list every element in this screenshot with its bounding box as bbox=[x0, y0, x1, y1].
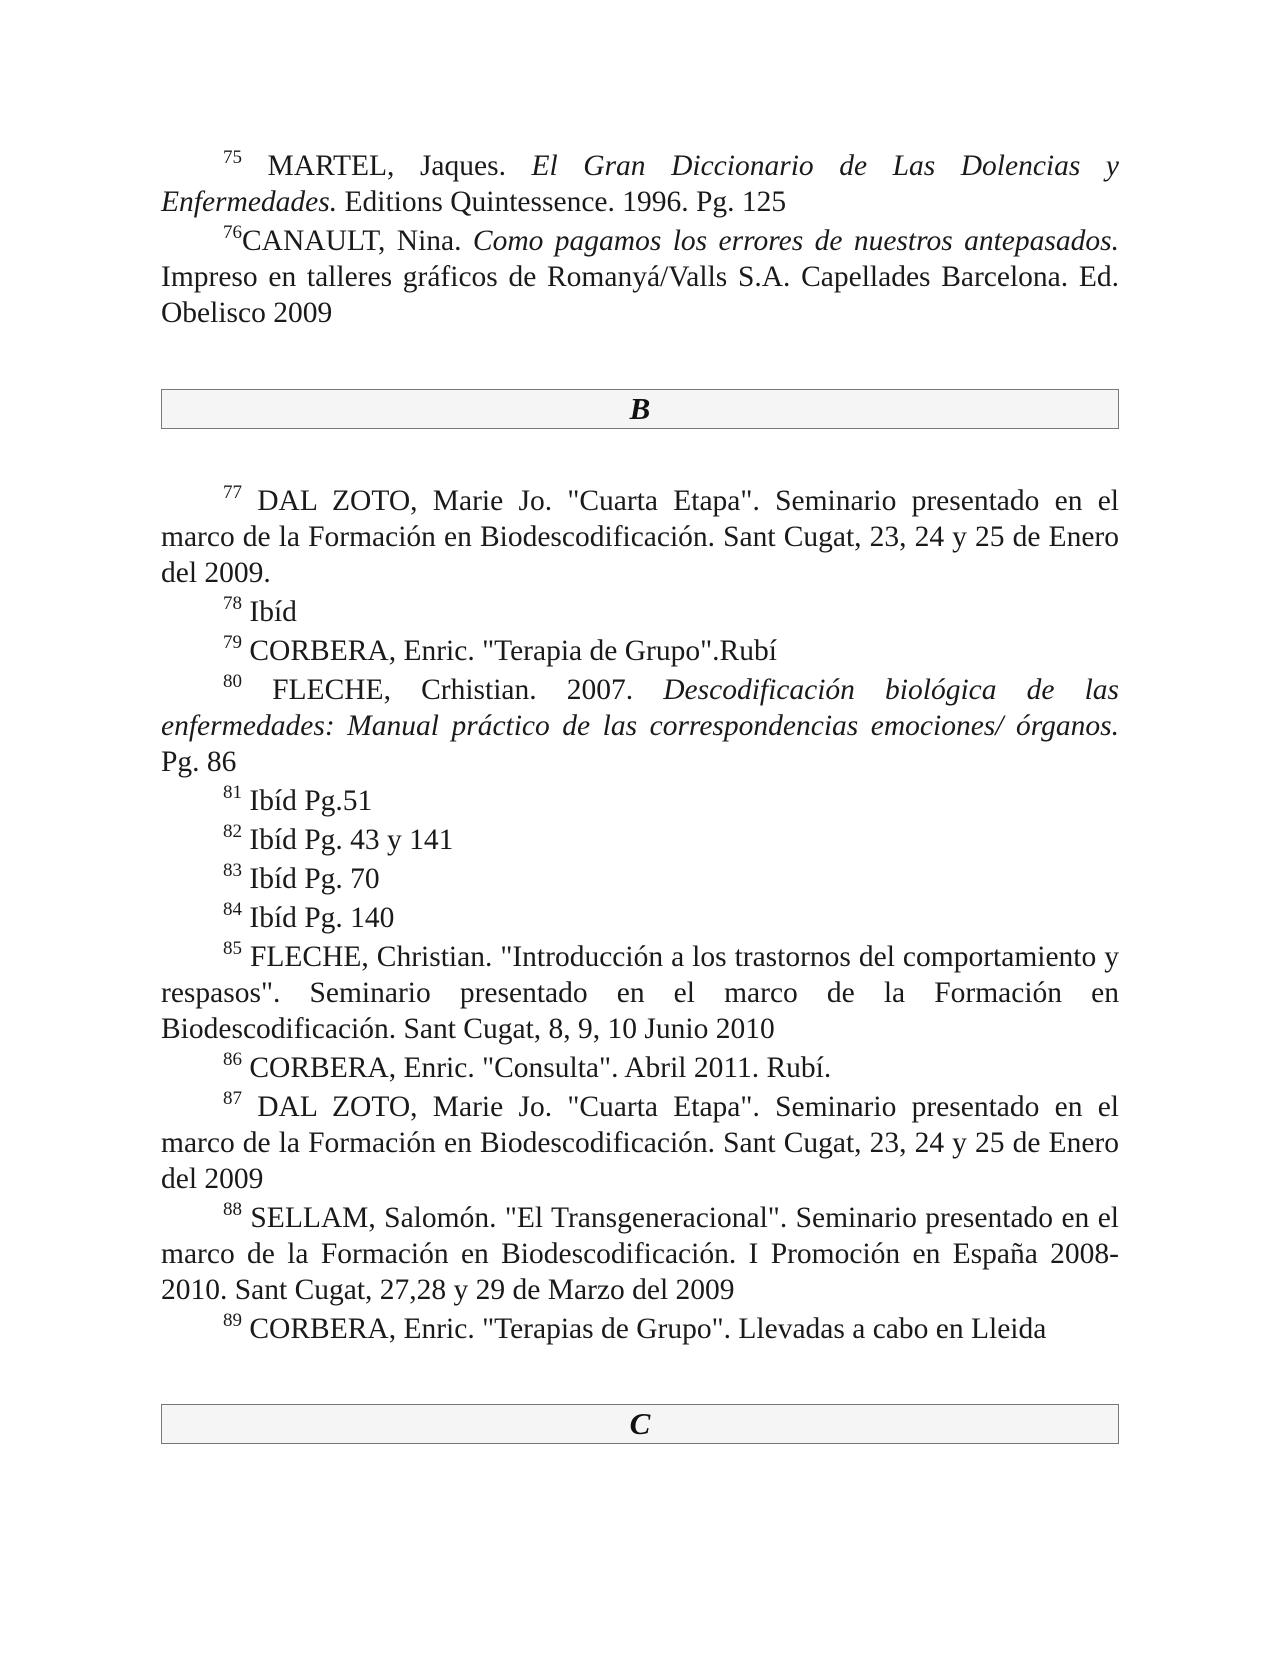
footnote-85 bbox=[161, 939, 1119, 1047]
section-header-c: C bbox=[161, 1404, 1119, 1444]
footnote-text: DAL ZOTO, Marie Jo. "Cuarta Etapa". Seminario presentado en el marco de la Formación en Biodescodificación. Sant Cugat, 23, 24 y 25 de Enero del 2009. bbox=[161, 485, 1119, 589]
footnote-text: Ibíd bbox=[242, 596, 297, 628]
footnote-number: 76 bbox=[223, 222, 242, 243]
footnote-title: El Gran Diccionario de Las Dolencias y Enfermedades. bbox=[161, 150, 1119, 218]
footnote-text: Ibíd Pg.51 bbox=[242, 785, 373, 817]
footnote-text: CORBERA, Enric. "Terapia de Grupo".Rubí bbox=[242, 635, 777, 667]
footnote-details: Pg. 86 bbox=[161, 746, 237, 778]
footnote-title: Descodificación biológica de las enfermedades: Manual práctico de las correspondencias emociones/ órganos. bbox=[161, 674, 1119, 742]
footnote-text: FLECHE, Christian. "Introducción a los trastornos del comportamiento y respasos". Seminario presentado en el marco de la Formación en Biodescodificación. Sant Cugat, 8, 9, 10 Junio 2010 bbox=[161, 941, 1119, 1045]
footnote-number: 75 bbox=[223, 147, 242, 168]
footnote-number: 85 bbox=[223, 938, 242, 959]
footnote-number: 88 bbox=[223, 1199, 242, 1220]
footnote-number: 79 bbox=[223, 632, 242, 653]
footnote-text: CORBERA, Enric. "Terapias de Grupo". Llevadas a cabo en Lleida bbox=[242, 1313, 1047, 1345]
footnote-88 bbox=[161, 1200, 1119, 1308]
footnote-number: 77 bbox=[223, 482, 242, 503]
section-header-b: B bbox=[161, 389, 1119, 429]
footnote-author: CANAULT, Nina. bbox=[242, 225, 473, 257]
footnotes-group-a bbox=[161, 148, 1119, 334]
footnote-75 bbox=[161, 148, 1119, 220]
footnote-76 bbox=[161, 223, 1119, 331]
footnote-77 bbox=[161, 483, 1119, 591]
footnote-text: CORBERA, Enric. "Consulta". Abril 2011. Rubí. bbox=[242, 1052, 832, 1084]
footnote-number: 80 bbox=[223, 671, 242, 692]
footnote-number: 81 bbox=[223, 782, 242, 803]
footnote-details: Editions Quintessence. 1996. Pg. 125 bbox=[337, 186, 787, 218]
footnote-number: 78 bbox=[223, 593, 242, 614]
footnotes-group-b bbox=[161, 483, 1119, 1350]
footnote-78 bbox=[161, 594, 1119, 630]
footnote-81 bbox=[161, 783, 1119, 819]
footnote-number: 83 bbox=[223, 860, 242, 881]
footnote-text: SELLAM, Salomón. "El Transgeneracional". Seminario presentado en el marco de la Formación en Biodescodificación. I Promoción en España 2008-2010. Sant Cugat, 27,28 y 29 de Marzo del 2009 bbox=[161, 1202, 1119, 1306]
footnote-number: 87 bbox=[223, 1088, 242, 1109]
footnote-87 bbox=[161, 1089, 1119, 1197]
footnote-80 bbox=[161, 672, 1119, 780]
footnote-text: DAL ZOTO, Marie Jo. "Cuarta Etapa". Seminario presentado en el marco de la Formación en Biodescodificación. Sant Cugat, 23, 24 y 25 de Enero del 2009 bbox=[161, 1091, 1119, 1195]
footnote-author: FLECHE, Crhistian. 2007. bbox=[242, 674, 664, 706]
footnote-number: 84 bbox=[223, 899, 242, 920]
footnote-number: 82 bbox=[223, 821, 242, 842]
footnote-details: Impreso en talleres gráficos de Romanyá/Valls S.A. Capellades Barcelona. Ed. Obelisco 2009 bbox=[161, 261, 1119, 329]
footnote-84 bbox=[161, 900, 1119, 936]
footnote-title: Como pagamos los errores de nuestros antepasados. bbox=[472, 225, 1119, 257]
footnote-text: Ibíd Pg. 140 bbox=[242, 902, 395, 934]
footnote-author: MARTEL, Jaques. bbox=[242, 150, 532, 182]
footnote-number: 86 bbox=[223, 1049, 242, 1070]
footnote-89 bbox=[161, 1311, 1119, 1347]
footnote-82 bbox=[161, 822, 1119, 858]
footnote-text: Ibíd Pg. 43 y 141 bbox=[242, 824, 454, 856]
footnote-number: 89 bbox=[223, 1310, 242, 1331]
footnote-text: Ibíd Pg. 70 bbox=[242, 863, 380, 895]
footnote-83 bbox=[161, 861, 1119, 897]
footnote-79 bbox=[161, 633, 1119, 669]
footnote-86 bbox=[161, 1050, 1119, 1086]
